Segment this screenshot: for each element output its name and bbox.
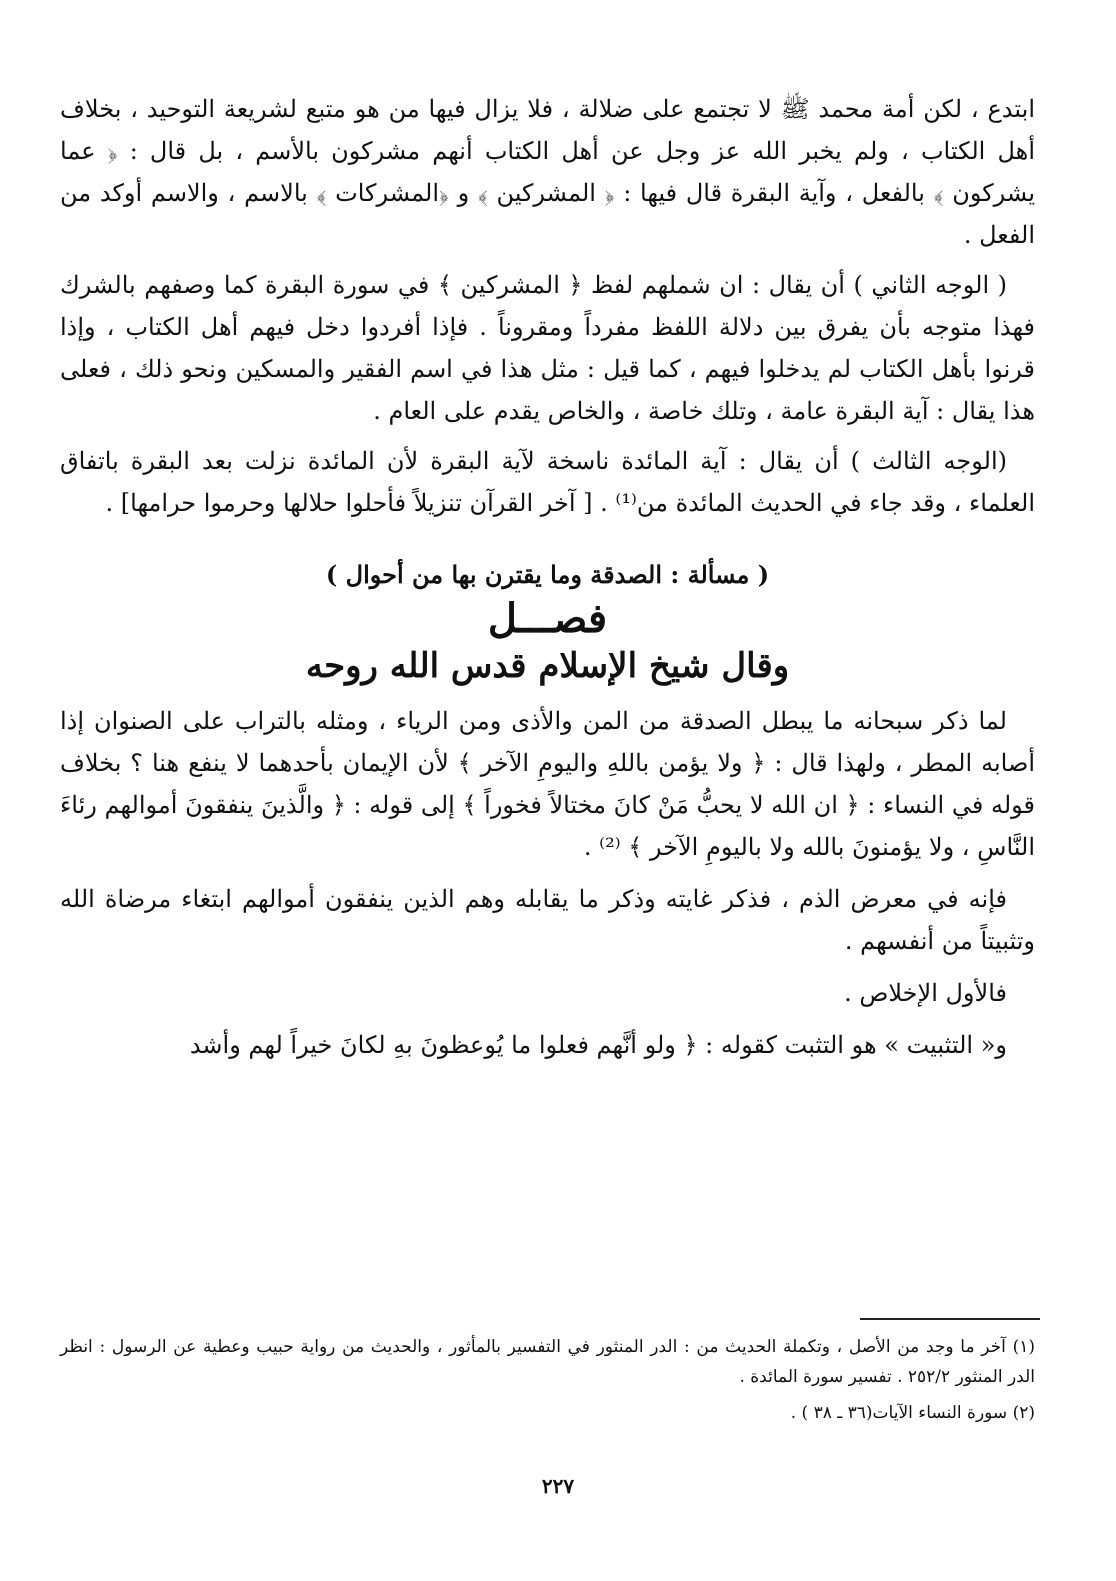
section-title: وقال شيخ الإسلام قدس الله روحه xyxy=(305,646,790,686)
paragraph-5: فإنه في معرض الذم ، فذكر غايته وذكر ما يقابله وهم الذين ينفقون أموالهم ابتغاء مرضاة الله وتثبيتاً من أنفسهم . xyxy=(60,885,1035,955)
section-subheading: ( مسألة : الصدقة وما يقترن بها من أحوال ) xyxy=(325,560,770,589)
footnote-divider xyxy=(860,1318,1040,1320)
page-number: ٢٢٧ xyxy=(541,1474,575,1498)
footnotes xyxy=(60,1332,1035,1434)
footnote-1: (١) آخر ما وجد من الأصل ، وتكملة الحديث من : الدر المنثور في التفسير بالمأثور ، والحديث من رواية حبيب وعطية عن الرسول : انظر الدر المنثور ٢٥٢/٢ . تفسير سورة المائدة . xyxy=(60,1337,1035,1387)
footnote-2: (٢) سورة النساء الآيات(٣٦ ـ ٣٨ ) . xyxy=(790,1403,1035,1423)
paragraph-6: فالأول الإخلاص . xyxy=(844,979,1007,1007)
paragraph-3: (الوجه الثالث ) أن يقال : آية المائدة ناسخة لآية البقرة لأن المائدة نزلت بعد البقرة باتفاق العلماء ، وقد جاء في الحديث المائدة من⁽¹⁾ . [ آخر القرآن تنزيلاً فأحلوا حلالها وحرموا حرامها] . xyxy=(60,447,1035,517)
page-body xyxy=(60,88,1035,1074)
paragraph-2: ( الوجه الثاني ) أن يقال : ان شملهم لفظ ﴿ المشركين ﴾ في سورة البقرة كما وصفهم بالشرك فهذا متوجه بأن يفرق بين دلالة اللفظ مفرداً ومقروناً . فإذا أفردوا دخل فيهم أهل الكتاب ، وإذا قرنوا بأهل الكتاب لم يدخلوا فيهم ، كما قيل : مثل هذا في اسم الفقير والمسكين ونحو ذلك ، فعلى هذا يقال : آية البقرة عامة ، وتلك خاصة ، والخاص يقدم على العام . xyxy=(60,271,1035,425)
paragraph-7: و« التثبيت » هو التثبت كقوله : ﴿ ولو أنَّهم فعلوا ما يُوعظونَ بهِ لكانَ خيراً لهم وأشد xyxy=(189,1031,1007,1059)
paragraph-1: ابتدع ، لكن أمة محمد ﷺ لا تجتمع على ضلالة ، فلا يزال فيها من هو متبع لشريعة التوحيد ، بخلاف أهل الكتاب ، ولم يخبر الله عز وجل عن أهل الكتاب أنهم مشركون بالأسم ، بل قال : ﴿ عما يشركون ﴾ بالفعل ، وآية البقرة قال فيها : ﴿ المشركين ﴾ و ﴿المشركات ﴾ بالاسم ، والاسم أوكد من الفعل . xyxy=(60,95,1035,249)
paragraph-4: لما ذكر سبحانه ما يبطل الصدقة من المن والأذى ومن الرياء ، ومثله بالتراب على الصنوان إذا أصابه المطر ، ولهذا قال : ﴿ ولا يؤمن باللهِ واليومِ الآخر ﴾ لأن الإيمان بأحدهما لا ينفع هنا ؟ بخلاف قوله في النساء : ﴿ ان الله لا يحبُّ مَنْ كانَ مختالاً فخوراً ﴾ إلى قوله : ﴿ والَّذينَ ينفقونَ أموالهم رئاءَ النَّاسِ ، ولا يؤمنونَ بالله ولا باليومِ الآخر ﴾ ⁽²⁾ . xyxy=(60,707,1035,861)
section-fasl-heading: فصـــل xyxy=(487,595,608,642)
